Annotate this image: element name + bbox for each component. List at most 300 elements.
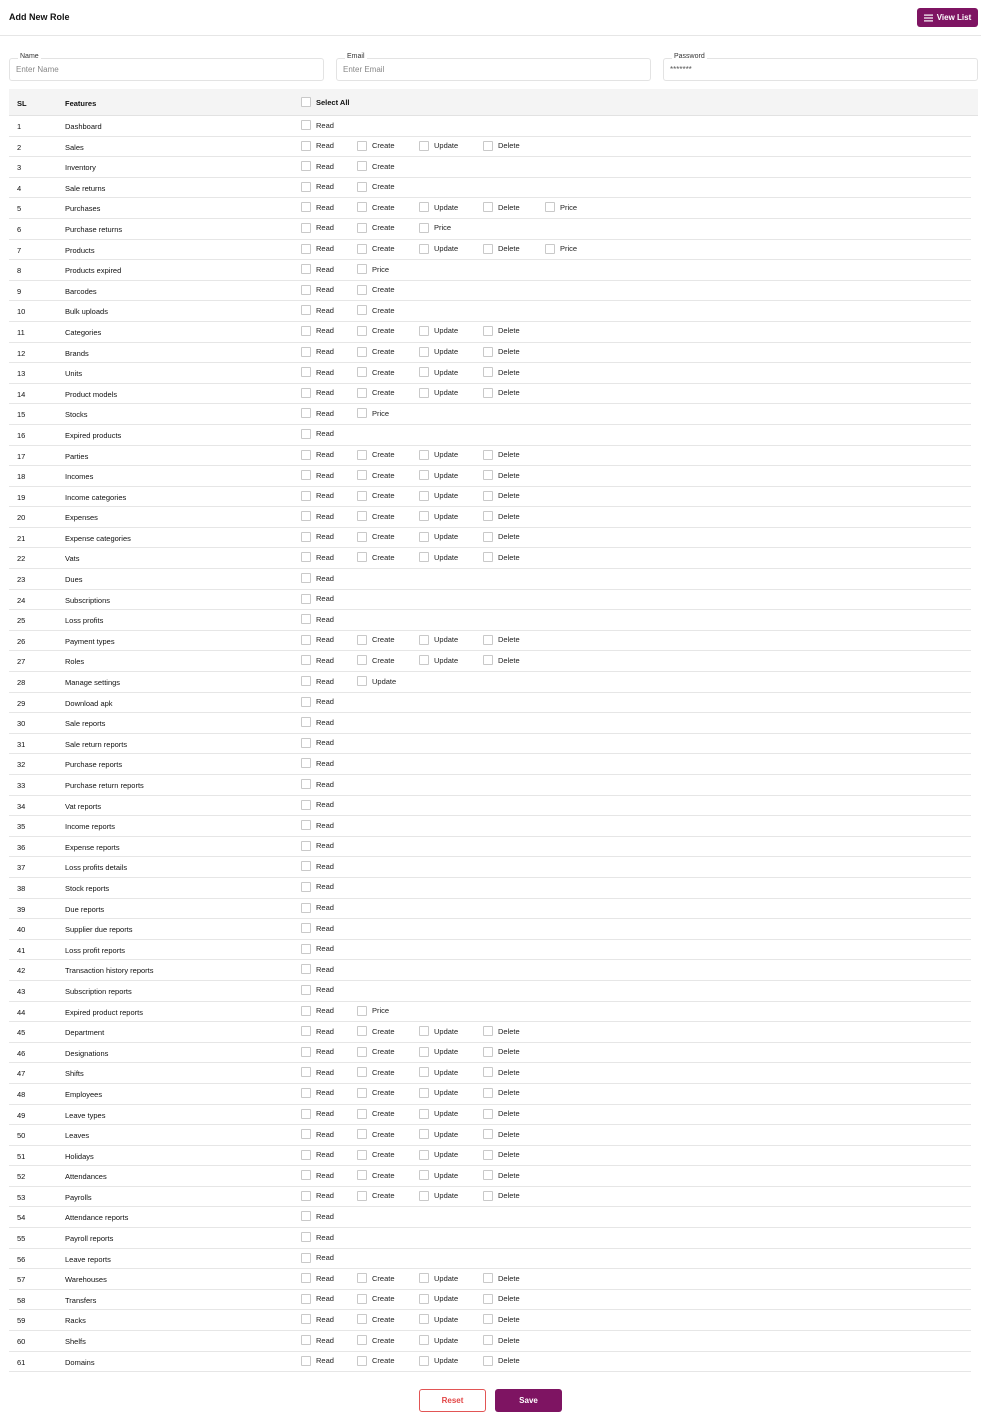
perm-read-checkbox[interactable] (301, 161, 334, 171)
perm-read-checkbox[interactable] (301, 532, 334, 542)
checkbox[interactable] (301, 614, 311, 624)
perm-read-checkbox[interactable] (301, 1294, 334, 1304)
checkbox[interactable] (545, 244, 555, 254)
checkbox[interactable] (357, 532, 367, 542)
checkbox[interactable] (357, 388, 367, 398)
checkbox[interactable] (301, 861, 311, 871)
checkbox[interactable] (301, 944, 311, 954)
perm-delete-checkbox[interactable] (483, 491, 520, 501)
checkbox[interactable] (301, 676, 311, 686)
checkbox[interactable] (419, 1294, 429, 1304)
perm-update-checkbox[interactable] (419, 1088, 458, 1098)
checkbox[interactable] (301, 1129, 311, 1139)
checkbox[interactable] (301, 1253, 311, 1263)
perm-read-checkbox[interactable] (301, 552, 334, 562)
perm-price-checkbox[interactable] (357, 408, 389, 418)
checkbox[interactable] (301, 800, 311, 810)
checkbox[interactable] (483, 1067, 493, 1077)
perm-delete-checkbox[interactable] (483, 1191, 520, 1201)
checkbox[interactable] (357, 1191, 367, 1201)
checkbox[interactable] (301, 532, 311, 542)
perm-create-checkbox[interactable] (357, 450, 395, 460)
perm-price-checkbox[interactable] (357, 264, 389, 274)
perm-create-checkbox[interactable] (357, 285, 395, 295)
perm-update-checkbox[interactable] (419, 1314, 458, 1324)
checkbox[interactable] (301, 985, 311, 995)
perm-update-checkbox[interactable] (419, 491, 458, 501)
perm-create-checkbox[interactable] (357, 635, 395, 645)
perm-read-checkbox[interactable] (301, 861, 334, 871)
checkbox[interactable] (483, 1170, 493, 1180)
perm-update-checkbox[interactable] (419, 347, 458, 357)
perm-read-checkbox[interactable] (301, 326, 334, 336)
checkbox[interactable] (301, 511, 311, 521)
perm-update-checkbox[interactable] (419, 552, 458, 562)
checkbox[interactable] (301, 841, 311, 851)
checkbox[interactable] (419, 491, 429, 501)
perm-read-checkbox[interactable] (301, 676, 334, 686)
perm-read-checkbox[interactable] (301, 244, 334, 254)
checkbox[interactable] (357, 1356, 367, 1366)
checkbox[interactable] (301, 1232, 311, 1242)
perm-update-checkbox[interactable] (419, 1026, 458, 1036)
perm-read-checkbox[interactable] (301, 903, 334, 913)
checkbox[interactable] (419, 202, 429, 212)
perm-read-checkbox[interactable] (301, 223, 334, 233)
perm-read-checkbox[interactable] (301, 1253, 334, 1263)
checkbox[interactable] (483, 1294, 493, 1304)
checkbox[interactable] (301, 697, 311, 707)
checkbox[interactable] (419, 1273, 429, 1283)
checkbox[interactable] (357, 1170, 367, 1180)
perm-create-checkbox[interactable] (357, 511, 395, 521)
perm-delete-checkbox[interactable] (483, 141, 520, 151)
perm-update-checkbox[interactable] (419, 326, 458, 336)
checkbox[interactable] (419, 450, 429, 460)
perm-read-checkbox[interactable] (301, 511, 334, 521)
checkbox[interactable] (301, 1356, 311, 1366)
perm-delete-checkbox[interactable] (483, 1356, 520, 1366)
checkbox[interactable] (483, 511, 493, 521)
perm-delete-checkbox[interactable] (483, 1109, 520, 1119)
checkbox[interactable] (419, 552, 429, 562)
password-input[interactable] (670, 65, 952, 74)
perm-read-checkbox[interactable] (301, 985, 334, 995)
checkbox[interactable] (301, 305, 311, 315)
perm-create-checkbox[interactable] (357, 1109, 395, 1119)
checkbox[interactable] (419, 532, 429, 542)
checkbox[interactable] (483, 532, 493, 542)
perm-read-checkbox[interactable] (301, 573, 334, 583)
perm-read-checkbox[interactable] (301, 655, 334, 665)
perm-read-checkbox[interactable] (301, 202, 334, 212)
perm-read-checkbox[interactable] (301, 1109, 334, 1119)
checkbox[interactable] (357, 1335, 367, 1345)
perm-create-checkbox[interactable] (357, 470, 395, 480)
checkbox[interactable] (301, 1170, 311, 1180)
checkbox[interactable] (357, 1067, 367, 1077)
checkbox[interactable] (357, 491, 367, 501)
perm-delete-checkbox[interactable] (483, 244, 520, 254)
checkbox[interactable] (357, 1294, 367, 1304)
checkbox[interactable] (483, 655, 493, 665)
checkbox[interactable] (357, 161, 367, 171)
perm-delete-checkbox[interactable] (483, 1273, 520, 1283)
checkbox[interactable] (301, 1047, 311, 1057)
perm-create-checkbox[interactable] (357, 244, 395, 254)
checkbox[interactable] (301, 552, 311, 562)
perm-create-checkbox[interactable] (357, 141, 395, 151)
checkbox[interactable] (419, 1356, 429, 1366)
perm-delete-checkbox[interactable] (483, 388, 520, 398)
perm-update-checkbox[interactable] (419, 450, 458, 460)
perm-read-checkbox[interactable] (301, 1026, 334, 1036)
perm-delete-checkbox[interactable] (483, 326, 520, 336)
checkbox[interactable] (301, 594, 311, 604)
perm-create-checkbox[interactable] (357, 532, 395, 542)
perm-read-checkbox[interactable] (301, 635, 334, 645)
checkbox[interactable] (357, 635, 367, 645)
perm-create-checkbox[interactable] (357, 202, 395, 212)
perm-price-checkbox[interactable] (357, 1006, 389, 1016)
perm-delete-checkbox[interactable] (483, 1026, 520, 1036)
perm-read-checkbox[interactable] (301, 841, 334, 851)
checkbox[interactable] (301, 408, 311, 418)
checkbox[interactable] (357, 347, 367, 357)
checkbox[interactable] (301, 1335, 311, 1345)
checkbox[interactable] (357, 182, 367, 192)
perm-update-checkbox[interactable] (419, 244, 458, 254)
perm-read-checkbox[interactable] (301, 1047, 334, 1057)
perm-update-checkbox[interactable] (419, 470, 458, 480)
checkbox[interactable] (301, 758, 311, 768)
perm-read-checkbox[interactable] (301, 1335, 334, 1345)
checkbox[interactable] (357, 1273, 367, 1283)
perm-delete-checkbox[interactable] (483, 552, 520, 562)
checkbox[interactable] (357, 1109, 367, 1119)
checkbox[interactable] (483, 1356, 493, 1366)
checkbox[interactable] (419, 1026, 429, 1036)
view-list-button[interactable] (917, 8, 978, 27)
checkbox[interactable] (301, 1150, 311, 1160)
checkbox[interactable] (483, 1109, 493, 1119)
perm-update-checkbox[interactable] (419, 141, 458, 151)
checkbox[interactable] (419, 326, 429, 336)
checkbox[interactable] (301, 1273, 311, 1283)
checkbox[interactable] (357, 1150, 367, 1160)
perm-read-checkbox[interactable] (301, 141, 334, 151)
checkbox[interactable] (357, 408, 367, 418)
perm-delete-checkbox[interactable] (483, 202, 520, 212)
checkbox[interactable] (419, 1314, 429, 1324)
perm-create-checkbox[interactable] (357, 1088, 395, 1098)
perm-update-checkbox[interactable] (419, 511, 458, 521)
checkbox[interactable] (483, 367, 493, 377)
perm-create-checkbox[interactable] (357, 1356, 395, 1366)
checkbox[interactable] (483, 141, 493, 151)
checkbox[interactable] (483, 552, 493, 562)
perm-update-checkbox[interactable] (419, 202, 458, 212)
checkbox[interactable] (483, 1335, 493, 1345)
checkbox[interactable] (357, 1026, 367, 1036)
perm-read-checkbox[interactable] (301, 264, 334, 274)
perm-read-checkbox[interactable] (301, 1232, 334, 1242)
checkbox[interactable] (419, 244, 429, 254)
perm-read-checkbox[interactable] (301, 820, 334, 830)
checkbox[interactable] (483, 1026, 493, 1036)
perm-update-checkbox[interactable] (419, 1150, 458, 1160)
perm-create-checkbox[interactable] (357, 1150, 395, 1160)
perm-read-checkbox[interactable] (301, 1273, 334, 1283)
perm-read-checkbox[interactable] (301, 614, 334, 624)
save-button[interactable]: Save (495, 1389, 562, 1412)
checkbox[interactable] (483, 1150, 493, 1160)
perm-create-checkbox[interactable] (357, 326, 395, 336)
checkbox[interactable] (301, 141, 311, 151)
perm-delete-checkbox[interactable] (483, 532, 520, 542)
checkbox[interactable] (419, 655, 429, 665)
perm-update-checkbox[interactable] (419, 1129, 458, 1139)
perm-delete-checkbox[interactable] (483, 1067, 520, 1077)
checkbox[interactable] (301, 202, 311, 212)
perm-read-checkbox[interactable] (301, 367, 334, 377)
perm-read-checkbox[interactable] (301, 594, 334, 604)
checkbox[interactable] (301, 1109, 311, 1119)
checkbox[interactable] (301, 779, 311, 789)
perm-read-checkbox[interactable] (301, 738, 334, 748)
checkbox[interactable] (357, 244, 367, 254)
checkbox[interactable] (419, 1150, 429, 1160)
checkbox[interactable] (301, 285, 311, 295)
perm-price-checkbox[interactable] (545, 202, 577, 212)
checkbox[interactable] (301, 1067, 311, 1077)
checkbox[interactable] (301, 573, 311, 583)
perm-update-checkbox[interactable] (419, 1170, 458, 1180)
select-all-checkbox[interactable] (301, 97, 350, 107)
perm-delete-checkbox[interactable] (483, 347, 520, 357)
perm-create-checkbox[interactable] (357, 1335, 395, 1345)
checkbox[interactable] (301, 120, 311, 130)
checkbox[interactable] (419, 223, 429, 233)
checkbox[interactable] (301, 903, 311, 913)
perm-read-checkbox[interactable] (301, 697, 334, 707)
perm-create-checkbox[interactable] (357, 552, 395, 562)
perm-read-checkbox[interactable] (301, 182, 334, 192)
checkbox[interactable] (357, 655, 367, 665)
perm-create-checkbox[interactable] (357, 1294, 395, 1304)
checkbox[interactable] (301, 491, 311, 501)
checkbox[interactable] (483, 326, 493, 336)
perm-read-checkbox[interactable] (301, 120, 334, 130)
reset-button[interactable]: Reset (419, 1389, 486, 1412)
checkbox[interactable] (357, 1006, 367, 1016)
checkbox[interactable] (419, 1191, 429, 1201)
checkbox[interactable] (357, 470, 367, 480)
perm-create-checkbox[interactable] (357, 347, 395, 357)
perm-delete-checkbox[interactable] (483, 470, 520, 480)
checkbox[interactable] (357, 305, 367, 315)
perm-create-checkbox[interactable] (357, 367, 395, 377)
checkbox[interactable] (301, 1006, 311, 1016)
checkbox[interactable] (301, 388, 311, 398)
checkbox[interactable] (419, 141, 429, 151)
checkbox[interactable] (301, 1088, 311, 1098)
checkbox[interactable] (357, 1314, 367, 1324)
checkbox[interactable] (357, 367, 367, 377)
checkbox[interactable] (301, 367, 311, 377)
perm-create-checkbox[interactable] (357, 1191, 395, 1201)
perm-delete-checkbox[interactable] (483, 635, 520, 645)
checkbox[interactable] (483, 347, 493, 357)
perm-read-checkbox[interactable] (301, 305, 334, 315)
perm-read-checkbox[interactable] (301, 758, 334, 768)
perm-read-checkbox[interactable] (301, 388, 334, 398)
checkbox[interactable] (419, 635, 429, 645)
checkbox[interactable] (301, 882, 311, 892)
checkbox[interactable] (357, 1129, 367, 1139)
perm-read-checkbox[interactable] (301, 1314, 334, 1324)
checkbox[interactable] (357, 1088, 367, 1098)
checkbox[interactable] (301, 264, 311, 274)
perm-create-checkbox[interactable] (357, 305, 395, 315)
perm-create-checkbox[interactable] (357, 1273, 395, 1283)
perm-delete-checkbox[interactable] (483, 450, 520, 460)
checkbox[interactable] (483, 450, 493, 460)
name-input[interactable] (16, 65, 298, 74)
perm-update-checkbox[interactable] (357, 676, 396, 686)
perm-read-checkbox[interactable] (301, 1088, 334, 1098)
checkbox[interactable] (301, 450, 311, 460)
checkbox[interactable] (419, 470, 429, 480)
perm-delete-checkbox[interactable] (483, 1170, 520, 1180)
perm-create-checkbox[interactable] (357, 388, 395, 398)
perm-read-checkbox[interactable] (301, 1356, 334, 1366)
perm-read-checkbox[interactable] (301, 923, 334, 933)
checkbox[interactable] (419, 347, 429, 357)
checkbox[interactable] (357, 285, 367, 295)
perm-read-checkbox[interactable] (301, 408, 334, 418)
checkbox[interactable] (483, 244, 493, 254)
perm-delete-checkbox[interactable] (483, 511, 520, 521)
checkbox[interactable] (301, 655, 311, 665)
perm-read-checkbox[interactable] (301, 944, 334, 954)
checkbox[interactable] (419, 1109, 429, 1119)
checkbox[interactable] (357, 223, 367, 233)
perm-read-checkbox[interactable] (301, 1191, 334, 1201)
perm-create-checkbox[interactable] (357, 1047, 395, 1057)
perm-price-checkbox[interactable] (419, 223, 451, 233)
perm-update-checkbox[interactable] (419, 1067, 458, 1077)
perm-update-checkbox[interactable] (419, 1047, 458, 1057)
perm-read-checkbox[interactable] (301, 470, 334, 480)
perm-delete-checkbox[interactable] (483, 655, 520, 665)
checkbox[interactable] (301, 182, 311, 192)
checkbox[interactable] (419, 388, 429, 398)
perm-update-checkbox[interactable] (419, 655, 458, 665)
checkbox[interactable] (301, 244, 311, 254)
checkbox[interactable] (301, 223, 311, 233)
perm-update-checkbox[interactable] (419, 635, 458, 645)
perm-price-checkbox[interactable] (545, 244, 577, 254)
perm-read-checkbox[interactable] (301, 1006, 334, 1016)
checkbox[interactable] (301, 97, 311, 107)
checkbox[interactable] (301, 1294, 311, 1304)
checkbox[interactable] (419, 1129, 429, 1139)
checkbox[interactable] (301, 1026, 311, 1036)
checkbox[interactable] (357, 552, 367, 562)
perm-read-checkbox[interactable] (301, 1129, 334, 1139)
perm-read-checkbox[interactable] (301, 1211, 334, 1221)
perm-create-checkbox[interactable] (357, 182, 395, 192)
perm-update-checkbox[interactable] (419, 1356, 458, 1366)
perm-create-checkbox[interactable] (357, 1129, 395, 1139)
checkbox[interactable] (545, 202, 555, 212)
checkbox[interactable] (357, 511, 367, 521)
perm-update-checkbox[interactable] (419, 1273, 458, 1283)
checkbox[interactable] (301, 1191, 311, 1201)
checkbox[interactable] (483, 635, 493, 645)
checkbox[interactable] (419, 511, 429, 521)
perm-delete-checkbox[interactable] (483, 1314, 520, 1324)
perm-read-checkbox[interactable] (301, 1067, 334, 1077)
checkbox[interactable] (301, 326, 311, 336)
checkbox[interactable] (301, 923, 311, 933)
checkbox[interactable] (301, 717, 311, 727)
perm-delete-checkbox[interactable] (483, 1335, 520, 1345)
checkbox[interactable] (419, 1335, 429, 1345)
perm-read-checkbox[interactable] (301, 491, 334, 501)
perm-delete-checkbox[interactable] (483, 1150, 520, 1160)
perm-delete-checkbox[interactable] (483, 1047, 520, 1057)
perm-delete-checkbox[interactable] (483, 1088, 520, 1098)
perm-read-checkbox[interactable] (301, 779, 334, 789)
checkbox[interactable] (301, 964, 311, 974)
checkbox[interactable] (419, 1170, 429, 1180)
checkbox[interactable] (357, 1047, 367, 1057)
checkbox[interactable] (301, 738, 311, 748)
perm-create-checkbox[interactable] (357, 1314, 395, 1324)
perm-read-checkbox[interactable] (301, 1170, 334, 1180)
checkbox[interactable] (301, 347, 311, 357)
checkbox[interactable] (301, 820, 311, 830)
checkbox[interactable] (419, 367, 429, 377)
checkbox[interactable] (357, 141, 367, 151)
perm-create-checkbox[interactable] (357, 491, 395, 501)
perm-create-checkbox[interactable] (357, 161, 395, 171)
perm-create-checkbox[interactable] (357, 223, 395, 233)
checkbox[interactable] (301, 161, 311, 171)
perm-update-checkbox[interactable] (419, 1294, 458, 1304)
checkbox[interactable] (301, 429, 311, 439)
checkbox[interactable] (483, 1047, 493, 1057)
perm-create-checkbox[interactable] (357, 1067, 395, 1077)
checkbox[interactable] (483, 1314, 493, 1324)
perm-read-checkbox[interactable] (301, 800, 334, 810)
checkbox[interactable] (483, 1273, 493, 1283)
perm-update-checkbox[interactable] (419, 1109, 458, 1119)
perm-create-checkbox[interactable] (357, 1170, 395, 1180)
perm-delete-checkbox[interactable] (483, 1294, 520, 1304)
checkbox[interactable] (419, 1088, 429, 1098)
perm-read-checkbox[interactable] (301, 964, 334, 974)
checkbox[interactable] (419, 1067, 429, 1077)
perm-update-checkbox[interactable] (419, 1191, 458, 1201)
perm-update-checkbox[interactable] (419, 388, 458, 398)
checkbox[interactable] (483, 202, 493, 212)
checkbox[interactable] (357, 202, 367, 212)
checkbox[interactable] (357, 676, 367, 686)
email-input[interactable] (343, 65, 625, 74)
